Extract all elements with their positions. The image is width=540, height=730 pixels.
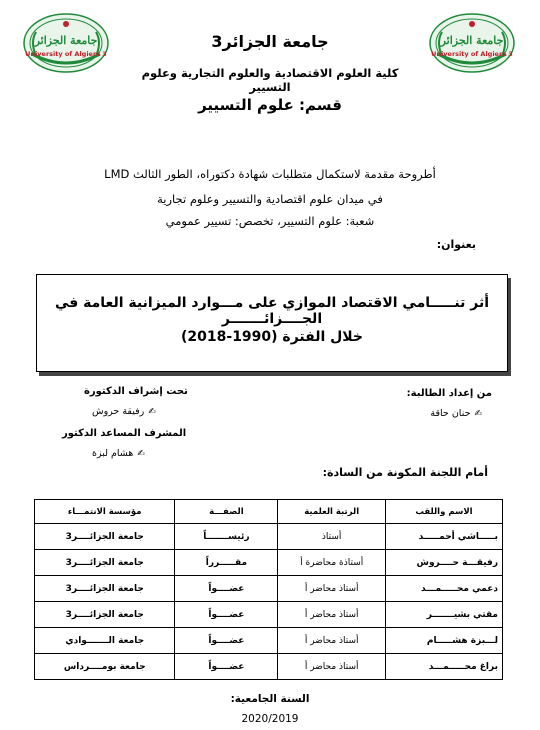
member-name: دعمي محـــــمـــد: [386, 576, 503, 602]
member-rank: أستاذ: [278, 524, 386, 550]
member-role: مقـــــرراً: [175, 550, 278, 576]
svg-text:جامعة الجزائر: جامعة الجزائر: [34, 34, 98, 47]
member-name: لـــبزة هشـــــام: [386, 628, 503, 654]
member-name: براغ محـــــمـــد: [386, 654, 503, 680]
member-institution: جامعة بومــــرداس: [35, 654, 175, 680]
thesis-title-box: [36, 274, 508, 372]
thesis-title-line1: أثر تنـــــامي الاقتصاد الموازي على مـــوارد الميزانية العامة في الجــــزائـــــــر: [54, 295, 490, 327]
table-row: [35, 550, 503, 576]
member-role: عضــــواً: [175, 654, 278, 680]
student-name-row: [430, 408, 482, 419]
member-institution: جامعة الجزائــــر3: [35, 576, 175, 602]
svg-text:University of Algiers 3: University of Algiers 3: [431, 50, 513, 58]
table-header-row: [35, 500, 503, 524]
academic-year-label: السنة الجامعية:: [230, 693, 310, 705]
table-row: [35, 654, 503, 680]
prepared-by-label: من إعداد الطالبة:: [406, 388, 492, 399]
member-institution: جامعة الجزائــــر3: [35, 602, 175, 628]
member-institution: جامعة الـــــــوادي: [35, 628, 175, 654]
faculty-name: كلية العلوم الاقتصادية والعلوم التجارية وعلوم التسيير: [141, 66, 399, 94]
member-rank: أستاذ محاضر أ: [278, 654, 386, 680]
member-rank: أستاذ محاضر أ: [278, 602, 386, 628]
member-rank: أستاذة محاضرة أ: [278, 550, 386, 576]
title-label: بعنوان:: [436, 238, 476, 251]
thesis-purpose: أطروحة مقدمة لاستكمال متطلبات شهادة دكتوراه، الطور الثالث LMD: [104, 167, 436, 181]
thesis-title-line2: خلال الفترة (1990-2018): [181, 329, 363, 345]
table-row: [35, 524, 503, 550]
member-role: عضــــواً: [175, 576, 278, 602]
academic-year: 2020/2019: [241, 713, 299, 725]
header-rank: الرتبة العلمية: [278, 500, 386, 524]
committee-label: أمام اللجنة المكونة من السادة:: [322, 466, 488, 479]
header-institution: مؤسسة الانتمـــاء: [35, 500, 175, 524]
member-role: عضــــواً: [175, 602, 278, 628]
committee-table: [34, 499, 503, 680]
supervisor-name-row: [92, 406, 156, 417]
pen-icon: ✍: [474, 409, 482, 419]
svg-text:جامعة الجزائر: جامعة الجزائر: [440, 34, 504, 47]
member-role: رئيســـــــاً: [175, 524, 278, 550]
student-name: حنان حاقة: [430, 408, 471, 419]
university-seal-icon: [428, 12, 516, 74]
thesis-field: في ميدان علوم اقتصادية والتسيير وعلوم تجارية: [157, 192, 383, 206]
member-rank: أستاذ محاضر أ: [278, 628, 386, 654]
member-institution: جامعة الجزائــــر3: [35, 550, 175, 576]
table-row: [35, 628, 503, 654]
table-row: [35, 602, 503, 628]
member-role: عضــــواً: [175, 628, 278, 654]
member-institution: جامعة الجزائــــر3: [35, 524, 175, 550]
table-row: [35, 576, 503, 602]
pen-icon: ✍: [137, 449, 145, 459]
member-name: مقتي بشيـــــــر: [386, 602, 503, 628]
pen-icon: ✍: [148, 407, 156, 417]
member-rank: أستاذ محاضر أ: [278, 576, 386, 602]
university-logo-right: [428, 12, 516, 74]
header-role: الصفـــة: [175, 500, 278, 524]
assistant-supervisor-name: هشام لبزة: [92, 448, 134, 459]
thesis-specialty: شعبة: علوم التسيير، تخصص: تسيير عمومي: [165, 214, 375, 228]
svg-text:University of Algiers 3: University of Algiers 3: [25, 50, 107, 58]
supervisor-label: تحت إشراف الدكتورة: [84, 386, 188, 397]
supervisor-name: رفيقة حروش: [92, 406, 145, 417]
department-name: قسم: علوم التسيير: [198, 96, 342, 114]
university-name: جامعة الجزائر3: [211, 32, 329, 51]
header-name: الاسم واللقب: [386, 500, 503, 524]
university-seal-icon: [22, 12, 110, 74]
member-name: رفيقـــة حــــروش: [386, 550, 503, 576]
assistant-supervisor-name-row: [92, 448, 145, 459]
university-logo-left: [22, 12, 110, 74]
assistant-supervisor-label: المشرف المساعد الدكتور: [62, 428, 187, 439]
member-name: بـــــاشي أحمـــــد: [386, 524, 503, 550]
